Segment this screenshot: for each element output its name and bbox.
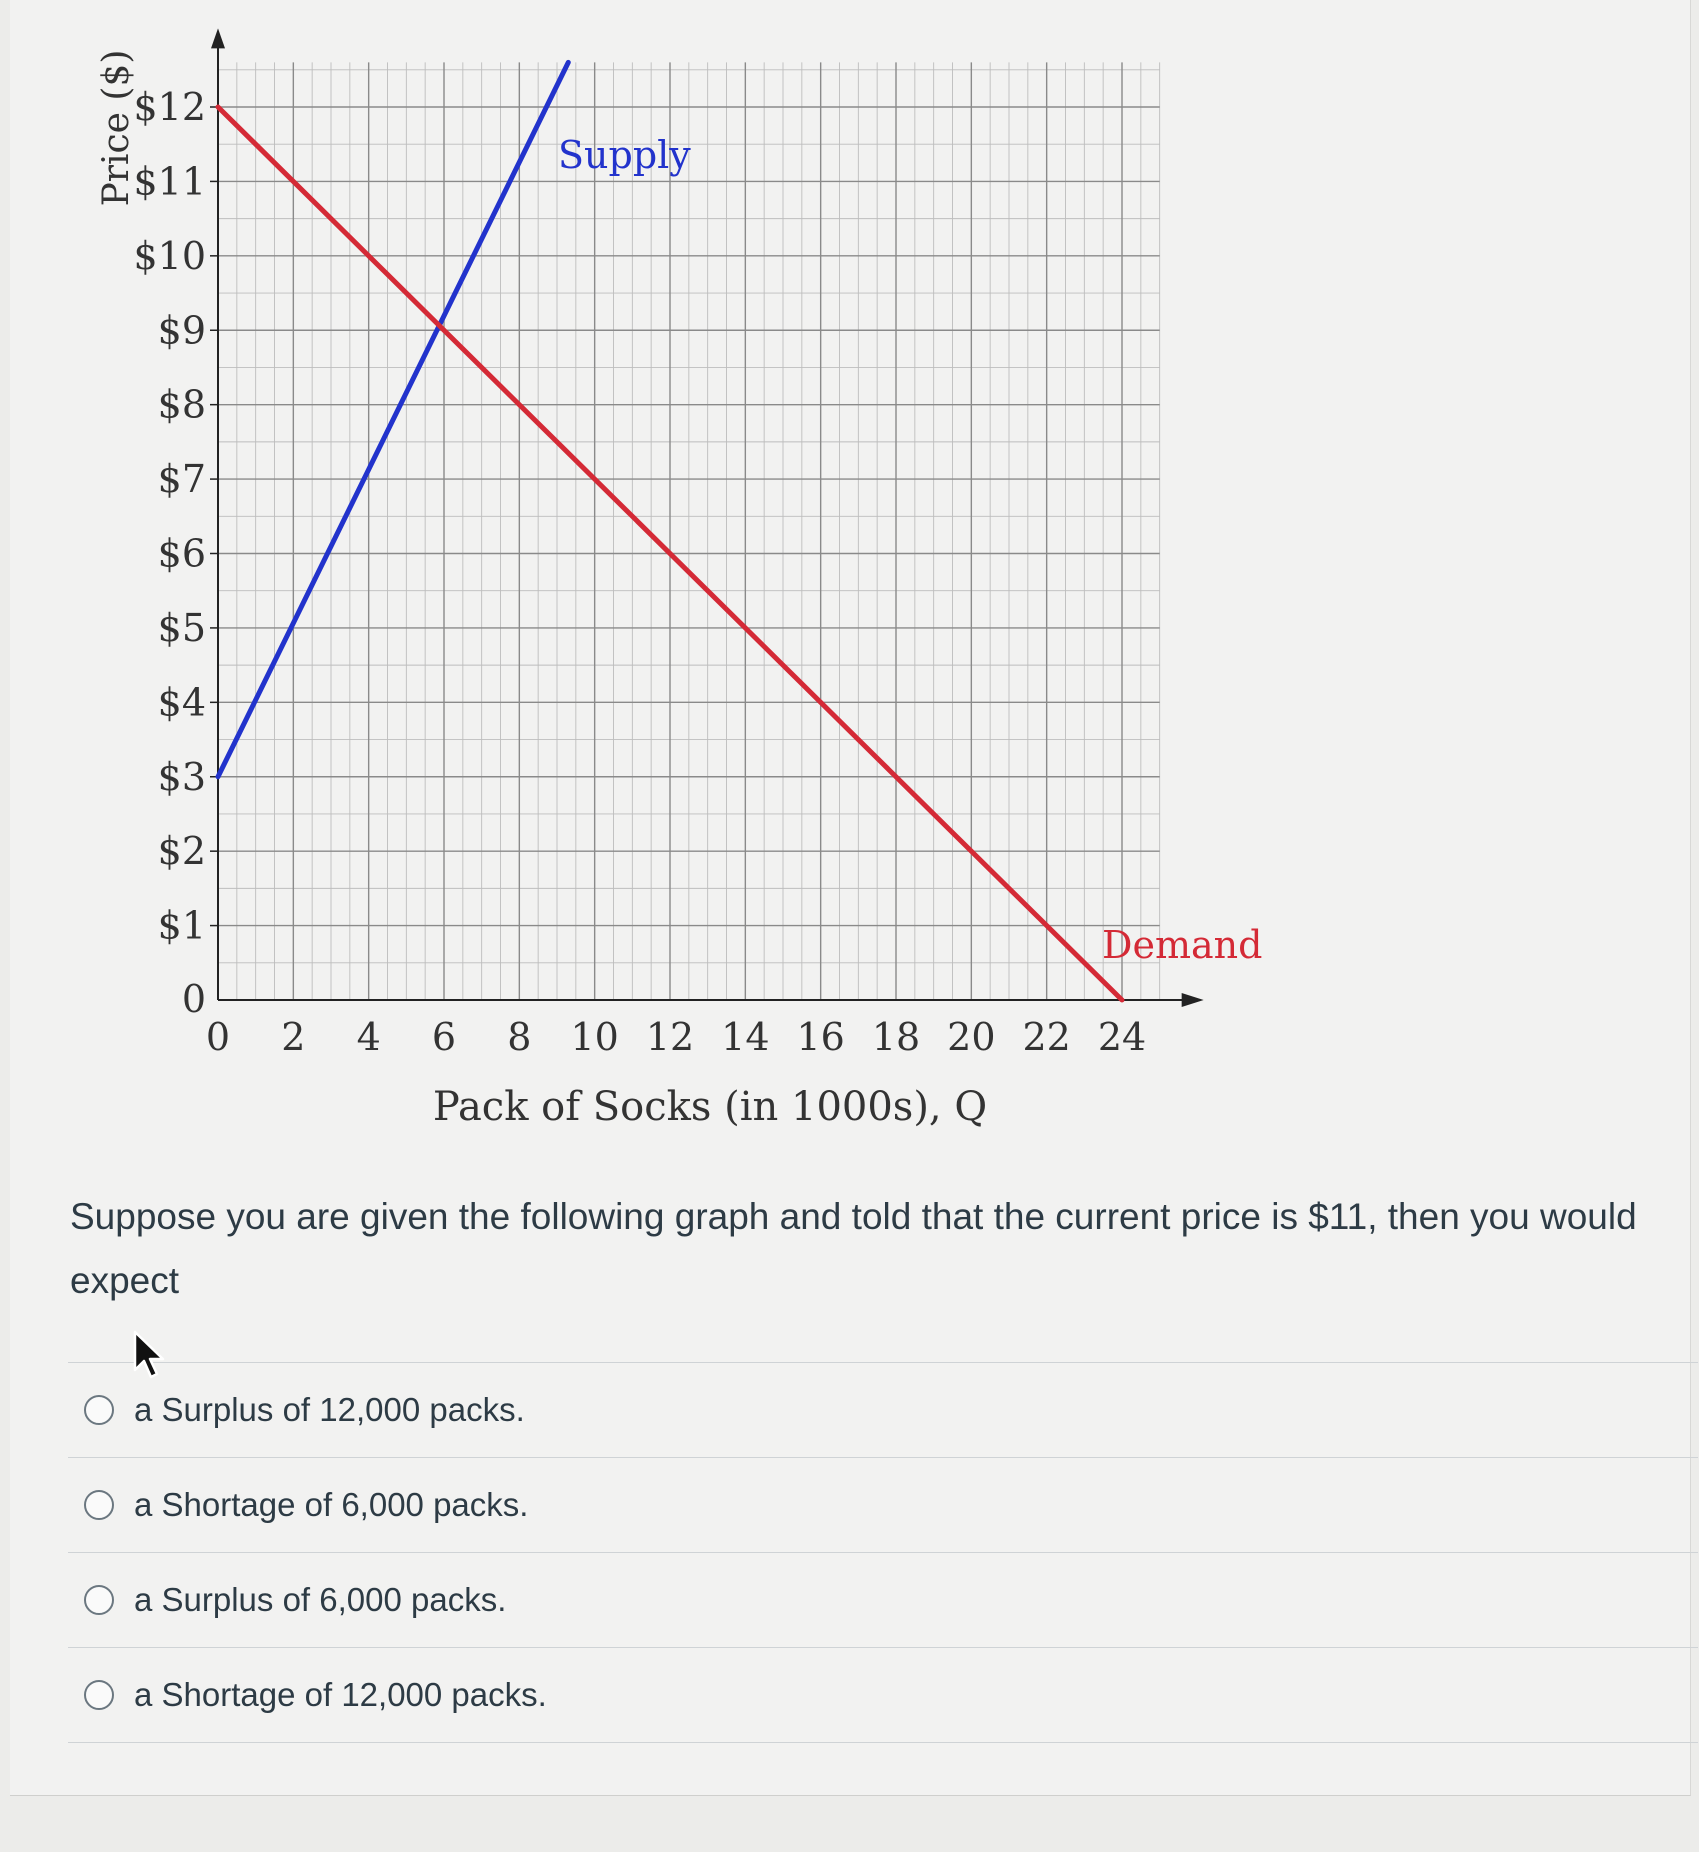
supply-demand-chart (10, 0, 1310, 1160)
y-tick-label: $6 (157, 531, 206, 576)
y-tick-label: $7 (157, 457, 206, 502)
x-tick-label: 6 (431, 1015, 457, 1059)
answer-option-label: a Surplus of 6,000 packs. (134, 1581, 507, 1618)
mouse-cursor-icon (132, 1330, 168, 1380)
y-tick-label: $12 (133, 85, 206, 129)
answer-option-4[interactable] (68, 1647, 1698, 1743)
x-tick-label: 22 (1022, 1015, 1071, 1059)
x-tick-label: 18 (871, 1015, 921, 1059)
radio-button[interactable] (84, 1680, 114, 1710)
y-tick-label: $1 (157, 903, 206, 948)
x-tick-label: 0 (205, 1015, 231, 1059)
x-tick-label: 10 (570, 1015, 619, 1059)
y-tick-label: $5 (157, 605, 206, 650)
x-tick-label: 4 (356, 1015, 381, 1059)
x-tick-label: 8 (507, 1015, 532, 1059)
x-tick-label: 24 (1097, 1015, 1147, 1059)
y-tick-labels (133, 85, 218, 1021)
supply-label: Supply (558, 133, 691, 177)
question-text: Suppose you are given the following graph and told that the current price is $11, then you would expect (70, 1196, 1637, 1301)
x-axis-label: Pack of Socks (in 1000s), Q (432, 1084, 988, 1130)
y-tick-label: $4 (157, 680, 206, 725)
demand-label: Demand (1102, 923, 1263, 967)
y-tick-label: $3 (157, 754, 206, 799)
radio-button[interactable] (84, 1585, 114, 1615)
y-tick-label: $2 (157, 829, 206, 874)
question-card (10, 0, 1691, 1796)
x-tick-label: 2 (281, 1015, 306, 1059)
y-axis-label: Price ($) (96, 49, 137, 207)
radio-button[interactable] (84, 1395, 114, 1425)
answer-option-3[interactable] (68, 1552, 1698, 1647)
answer-option-label: a Surplus of 12,000 packs. (134, 1391, 525, 1428)
y-tick-label: 0 (181, 977, 206, 1021)
y-tick-label: $8 (157, 382, 206, 427)
answer-option-2[interactable] (68, 1457, 1698, 1552)
supply-line (218, 62, 568, 776)
x-tick-labels (206, 1015, 1146, 1059)
x-tick-label: 14 (721, 1015, 770, 1059)
y-tick-label: $10 (133, 233, 206, 278)
y-tick-label: $9 (157, 308, 206, 353)
answer-option-1[interactable] (68, 1362, 1698, 1457)
answer-option-label: a Shortage of 12,000 packs. (134, 1676, 547, 1713)
grid-minor (218, 62, 1160, 1000)
x-tick-label: 12 (645, 1015, 695, 1059)
x-axis-arrow-icon (1182, 993, 1204, 1007)
x-tick-label: 20 (947, 1015, 996, 1059)
radio-button[interactable] (84, 1490, 114, 1520)
x-tick-label: 16 (796, 1015, 845, 1059)
y-axis-arrow-icon (211, 28, 225, 48)
answer-option-label: a Shortage of 6,000 packs. (134, 1486, 529, 1523)
y-tick-label: $11 (133, 159, 206, 204)
answer-options (68, 1362, 1698, 1743)
